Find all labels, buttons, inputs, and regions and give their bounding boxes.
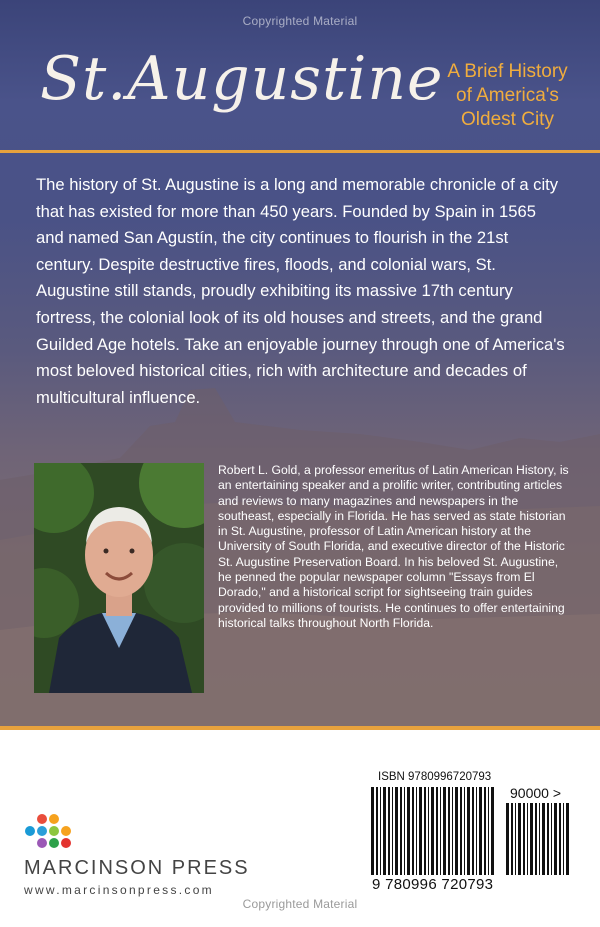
book-description: The history of St. Augustine is a long and memorable chronicle of a city that has existed for more than 450 years. Founded by Spain in 1565 and named San Agustín, the city continues to flourish in the 21st century. Despite destructive fires, floods, and colonial wars, St. Augustine still stands, proudly exhibiting its massive 17th century fortress, the colonial look of its old houses and streets, and the grand Guilded Age hotels. Take an enjoyable journey through one of America's most beloved historical cities, rich with architecture and decades of multicultural influence. bbox=[36, 175, 565, 407]
divider-top bbox=[0, 150, 600, 153]
barcode-bar bbox=[464, 787, 465, 875]
publisher-website: www.marcinsonpress.com bbox=[24, 883, 214, 897]
barcode-bar bbox=[383, 787, 386, 875]
barcode-bar bbox=[488, 787, 489, 875]
barcode-bar bbox=[443, 787, 446, 875]
barcode-bar bbox=[392, 787, 393, 875]
addon-barcode bbox=[505, 803, 569, 875]
barcode-bar bbox=[419, 787, 422, 875]
barcode-bar bbox=[472, 787, 474, 875]
isbn-barcode bbox=[370, 787, 496, 875]
barcode-bar bbox=[523, 803, 525, 875]
publisher-logo-icon bbox=[25, 814, 75, 852]
barcode-bar bbox=[404, 787, 405, 875]
barcode-bar bbox=[460, 787, 462, 875]
barcode-bar bbox=[380, 787, 381, 875]
logo-dot bbox=[49, 814, 59, 824]
barcode-bar bbox=[530, 803, 533, 875]
barcode-bar bbox=[547, 803, 549, 875]
author-photo bbox=[34, 463, 204, 693]
book-subtitle bbox=[420, 60, 595, 132]
logo-dot bbox=[37, 838, 47, 848]
barcode-bar bbox=[539, 803, 540, 875]
barcode-bar bbox=[491, 787, 494, 875]
price-code: 90000 > bbox=[510, 785, 561, 801]
barcode-bar bbox=[559, 803, 561, 875]
barcode-bar bbox=[376, 787, 378, 875]
barcode-bar bbox=[431, 787, 434, 875]
barcode-bar bbox=[412, 787, 414, 875]
barcode-bar bbox=[479, 787, 482, 875]
isbn-label: ISBN 9780996720793 bbox=[378, 771, 492, 783]
logo-dot bbox=[25, 826, 35, 836]
copyright-watermark-bottom: Copyrighted Material bbox=[242, 897, 358, 911]
author-bio: Robert L. Gold, a professor emeritus of Latin American History, is an entertaining speaker and a prolific writer, contributing articles and reviews to many magazines and newspapers in the southeast, especially in Florida. He has served as state historian in St. Augustine, professor of Latin American history at the University of South Florida, and executive director of the Historic St. Augustine Preservation Board. In his beloved St. Augustine, he penned the popular newspaper column "Essays from El Dorado," and a historical script for sightseeing train guides provided to millions of tourists. He continues to offer entertaining historical talks throughout North Florida. bbox=[218, 463, 569, 630]
barcode-bar bbox=[371, 787, 374, 875]
barcode-bar bbox=[535, 803, 537, 875]
barcode-bar bbox=[424, 787, 426, 875]
barcode-bar bbox=[440, 787, 441, 875]
barcode-bar bbox=[566, 803, 569, 875]
barcode-bar bbox=[448, 787, 450, 875]
barcode-bar bbox=[506, 803, 509, 875]
logo-dot bbox=[49, 838, 59, 848]
barcode-bar bbox=[395, 787, 398, 875]
logo-dot bbox=[49, 826, 59, 836]
barcode-bar bbox=[518, 803, 521, 875]
barcode-bar bbox=[407, 787, 410, 875]
barcode-bar bbox=[551, 803, 552, 875]
book-title: St.Augustine bbox=[40, 44, 444, 114]
barcode-bar bbox=[527, 803, 528, 875]
subtitle-line: Oldest City bbox=[461, 109, 554, 130]
barcode-bar bbox=[476, 787, 477, 875]
barcode-bar bbox=[563, 803, 564, 875]
logo-dot bbox=[61, 826, 71, 836]
barcode-bar bbox=[484, 787, 486, 875]
barcode-bar bbox=[515, 803, 516, 875]
logo-dot bbox=[61, 838, 71, 848]
logo-dot bbox=[37, 826, 47, 836]
barcode-bar bbox=[388, 787, 390, 875]
barcode-bar bbox=[455, 787, 458, 875]
barcode-bar bbox=[400, 787, 402, 875]
publisher-name: MARCINSON PRESS bbox=[24, 857, 250, 879]
barcode-bar bbox=[542, 803, 545, 875]
barcode-bar bbox=[511, 803, 513, 875]
isbn-digits: 9 780996 720793 bbox=[372, 876, 494, 893]
subtitle-line: A Brief History bbox=[447, 61, 568, 82]
barcode-bar bbox=[467, 787, 470, 875]
subtitle-line: of America's bbox=[456, 85, 559, 106]
barcode-bar bbox=[428, 787, 429, 875]
copyright-watermark-top: Copyrighted Material bbox=[242, 14, 358, 28]
logo-dot bbox=[37, 814, 47, 824]
barcode-bar bbox=[416, 787, 417, 875]
barcode-bar bbox=[554, 803, 557, 875]
barcode-bar bbox=[436, 787, 438, 875]
barcode-bar bbox=[452, 787, 453, 875]
